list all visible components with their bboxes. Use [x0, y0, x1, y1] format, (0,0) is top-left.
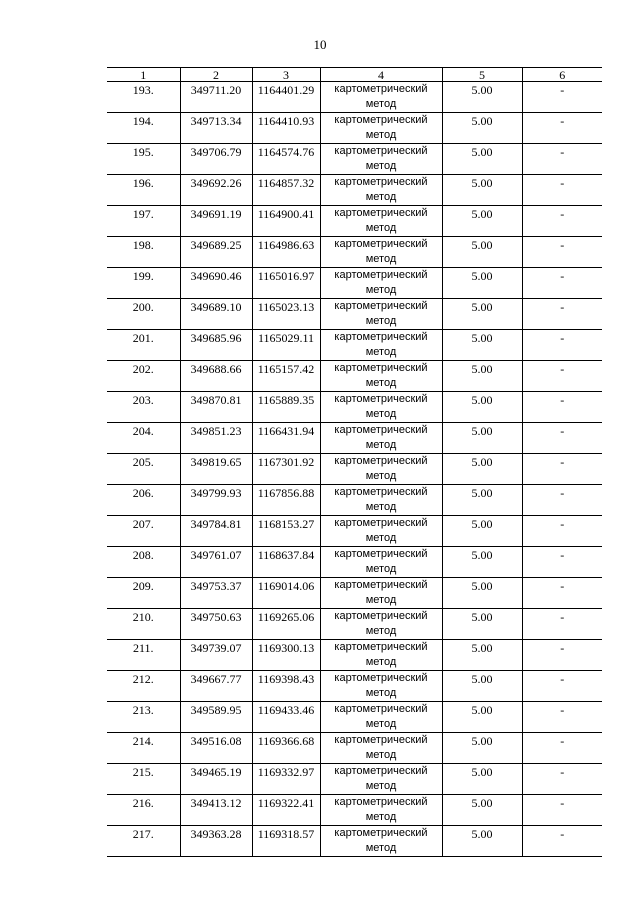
- method-cell: [320, 609, 442, 640]
- method-cell: [320, 423, 442, 454]
- table-row: [107, 702, 602, 733]
- accuracy-cell: 5.00: [442, 516, 522, 547]
- x-coordinate-cell: 349667.77: [180, 671, 252, 702]
- method-line-1: картометрический: [334, 424, 428, 436]
- method-cell: [320, 485, 442, 516]
- note-cell: -: [522, 454, 602, 485]
- method-line-1: картометрический: [334, 796, 428, 808]
- y-coordinate-cell: 1164900.41: [252, 206, 320, 237]
- method-line-2: метод: [365, 377, 397, 389]
- method-cell: [320, 671, 442, 702]
- y-coordinate-cell: 1164986.63: [252, 237, 320, 268]
- method-line-1: картометрический: [334, 455, 428, 467]
- table-row: [107, 826, 602, 857]
- method-cell: [320, 578, 442, 609]
- method-line-2: метод: [365, 470, 397, 482]
- note-cell: -: [522, 578, 602, 609]
- y-coordinate-cell: 1167856.88: [252, 485, 320, 516]
- table-row: [107, 113, 602, 144]
- y-coordinate-cell: 1169332.97: [252, 764, 320, 795]
- note-cell: -: [522, 547, 602, 578]
- point-number-cell: 195.: [107, 144, 180, 175]
- point-number-cell: 208.: [107, 547, 180, 578]
- x-coordinate-cell: 349685.96: [180, 330, 252, 361]
- method-line-1: картометрический: [334, 300, 428, 312]
- method-line-1: картометрический: [334, 827, 428, 839]
- point-number-cell: 193.: [107, 82, 180, 113]
- method-line-2: метод: [365, 811, 397, 823]
- accuracy-cell: 5.00: [442, 733, 522, 764]
- table-row: [107, 423, 602, 454]
- method-line-1: картометрический: [334, 176, 428, 188]
- table-row: [107, 361, 602, 392]
- x-coordinate-cell: 349689.25: [180, 237, 252, 268]
- y-coordinate-cell: 1165889.35: [252, 392, 320, 423]
- accuracy-cell: 5.00: [442, 392, 522, 423]
- method-cell: [320, 144, 442, 175]
- point-number-cell: 200.: [107, 299, 180, 330]
- method-line-2: метод: [365, 253, 397, 265]
- accuracy-cell: 5.00: [442, 361, 522, 392]
- point-number-cell: 202.: [107, 361, 180, 392]
- x-coordinate-cell: 349692.26: [180, 175, 252, 206]
- method-line-1: картометрический: [334, 331, 428, 343]
- point-number-cell: 215.: [107, 764, 180, 795]
- x-coordinate-cell: 349799.93: [180, 485, 252, 516]
- accuracy-cell: 5.00: [442, 82, 522, 113]
- y-coordinate-cell: 1165023.13: [252, 299, 320, 330]
- x-coordinate-cell: 349784.81: [180, 516, 252, 547]
- accuracy-cell: 5.00: [442, 826, 522, 857]
- note-cell: -: [522, 82, 602, 113]
- note-cell: -: [522, 113, 602, 144]
- method-line-2: метод: [365, 98, 397, 110]
- y-coordinate-cell: 1169322.41: [252, 795, 320, 826]
- note-cell: -: [522, 175, 602, 206]
- note-cell: -: [522, 826, 602, 857]
- note-cell: -: [522, 640, 602, 671]
- method-line-2: метод: [365, 129, 397, 141]
- method-cell: [320, 330, 442, 361]
- method-cell: [320, 361, 442, 392]
- accuracy-cell: 5.00: [442, 299, 522, 330]
- x-coordinate-cell: 349739.07: [180, 640, 252, 671]
- column-header: 2: [180, 68, 252, 82]
- point-number-cell: 205.: [107, 454, 180, 485]
- table-row: [107, 609, 602, 640]
- accuracy-cell: 5.00: [442, 764, 522, 795]
- point-number-cell: 211.: [107, 640, 180, 671]
- accuracy-cell: 5.00: [442, 578, 522, 609]
- method-line-1: картометрический: [334, 765, 428, 777]
- method-cell: [320, 206, 442, 237]
- accuracy-cell: 5.00: [442, 423, 522, 454]
- y-coordinate-cell: 1166431.94: [252, 423, 320, 454]
- accuracy-cell: 5.00: [442, 640, 522, 671]
- table-row: [107, 144, 602, 175]
- method-line-1: картометрический: [334, 734, 428, 746]
- method-line-1: картометрический: [334, 703, 428, 715]
- point-number-cell: 210.: [107, 609, 180, 640]
- table-row: [107, 330, 602, 361]
- note-cell: -: [522, 330, 602, 361]
- method-line-2: метод: [365, 191, 397, 203]
- point-number-cell: 213.: [107, 702, 180, 733]
- method-line-1: картометрический: [334, 486, 428, 498]
- table-row: [107, 516, 602, 547]
- method-line-2: метод: [365, 346, 397, 358]
- method-cell: [320, 237, 442, 268]
- point-number-cell: 207.: [107, 516, 180, 547]
- point-number-cell: 206.: [107, 485, 180, 516]
- method-line-2: метод: [365, 687, 397, 699]
- table-row: [107, 733, 602, 764]
- method-line-1: картометрический: [334, 393, 428, 405]
- x-coordinate-cell: 349589.95: [180, 702, 252, 733]
- method-cell: [320, 702, 442, 733]
- method-line-2: метод: [365, 315, 397, 327]
- note-cell: -: [522, 144, 602, 175]
- x-coordinate-cell: 349706.79: [180, 144, 252, 175]
- table-row: [107, 175, 602, 206]
- method-cell: [320, 299, 442, 330]
- method-cell: [320, 268, 442, 299]
- method-line-1: картометрический: [334, 641, 428, 653]
- table-row: [107, 454, 602, 485]
- table-row: [107, 268, 602, 299]
- note-cell: -: [522, 485, 602, 516]
- method-line-2: метод: [365, 532, 397, 544]
- method-cell: [320, 547, 442, 578]
- table-row: [107, 671, 602, 702]
- note-cell: -: [522, 702, 602, 733]
- column-header: 5: [442, 68, 522, 82]
- method-line-2: метод: [365, 563, 397, 575]
- method-line-2: метод: [365, 501, 397, 513]
- accuracy-cell: 5.00: [442, 795, 522, 826]
- method-line-2: метод: [365, 625, 397, 637]
- method-line-2: метод: [365, 160, 397, 172]
- method-line-2: метод: [365, 749, 397, 761]
- accuracy-cell: 5.00: [442, 609, 522, 640]
- accuracy-cell: 5.00: [442, 113, 522, 144]
- accuracy-cell: 5.00: [442, 237, 522, 268]
- column-header: 1: [107, 68, 180, 82]
- table-row: [107, 206, 602, 237]
- method-cell: [320, 454, 442, 485]
- method-cell: [320, 175, 442, 206]
- method-line-2: метод: [365, 284, 397, 296]
- x-coordinate-cell: 349753.37: [180, 578, 252, 609]
- y-coordinate-cell: 1169366.68: [252, 733, 320, 764]
- note-cell: -: [522, 795, 602, 826]
- method-line-1: картометрический: [334, 548, 428, 560]
- method-line-2: метод: [365, 222, 397, 234]
- point-number-cell: 201.: [107, 330, 180, 361]
- method-line-1: картометрический: [334, 362, 428, 374]
- x-coordinate-cell: 349689.10: [180, 299, 252, 330]
- column-header: 4: [320, 68, 442, 82]
- note-cell: -: [522, 733, 602, 764]
- x-coordinate-cell: 349516.08: [180, 733, 252, 764]
- method-line-2: метод: [365, 439, 397, 451]
- note-cell: -: [522, 392, 602, 423]
- y-coordinate-cell: 1169398.43: [252, 671, 320, 702]
- method-cell: [320, 113, 442, 144]
- y-coordinate-cell: 1169300.13: [252, 640, 320, 671]
- table-body: [107, 82, 602, 857]
- point-number-cell: 204.: [107, 423, 180, 454]
- table-row: [107, 764, 602, 795]
- x-coordinate-cell: 349691.19: [180, 206, 252, 237]
- y-coordinate-cell: 1164401.29: [252, 82, 320, 113]
- note-cell: -: [522, 764, 602, 795]
- table-row: [107, 82, 602, 113]
- table-row: [107, 237, 602, 268]
- method-line-2: метод: [365, 718, 397, 730]
- method-cell: [320, 82, 442, 113]
- x-coordinate-cell: 349713.34: [180, 113, 252, 144]
- accuracy-cell: 5.00: [442, 268, 522, 299]
- y-coordinate-cell: 1165157.42: [252, 361, 320, 392]
- y-coordinate-cell: 1164410.93: [252, 113, 320, 144]
- accuracy-cell: 5.00: [442, 175, 522, 206]
- point-number-cell: 212.: [107, 671, 180, 702]
- accuracy-cell: 5.00: [442, 144, 522, 175]
- table-row: [107, 485, 602, 516]
- point-number-cell: 216.: [107, 795, 180, 826]
- method-line-1: картометрический: [334, 114, 428, 126]
- y-coordinate-cell: 1167301.92: [252, 454, 320, 485]
- method-line-1: картометрический: [334, 207, 428, 219]
- point-number-cell: 196.: [107, 175, 180, 206]
- method-line-2: метод: [365, 780, 397, 792]
- point-number-cell: 194.: [107, 113, 180, 144]
- method-line-1: картометрический: [334, 145, 428, 157]
- table-row: [107, 547, 602, 578]
- x-coordinate-cell: 349870.81: [180, 392, 252, 423]
- method-cell: [320, 392, 442, 423]
- method-cell: [320, 733, 442, 764]
- x-coordinate-cell: 349819.65: [180, 454, 252, 485]
- table-row: [107, 795, 602, 826]
- point-number-cell: 197.: [107, 206, 180, 237]
- method-line-1: картометрический: [334, 517, 428, 529]
- accuracy-cell: 5.00: [442, 454, 522, 485]
- note-cell: -: [522, 361, 602, 392]
- y-coordinate-cell: 1168153.27: [252, 516, 320, 547]
- y-coordinate-cell: 1164857.32: [252, 175, 320, 206]
- method-line-2: метод: [365, 594, 397, 606]
- table-header-row: [107, 68, 602, 82]
- page-number: 10: [313, 37, 327, 52]
- y-coordinate-cell: 1169265.06: [252, 609, 320, 640]
- note-cell: -: [522, 671, 602, 702]
- method-cell: [320, 795, 442, 826]
- note-cell: -: [522, 206, 602, 237]
- table-row: [107, 299, 602, 330]
- x-coordinate-cell: 349363.28: [180, 826, 252, 857]
- x-coordinate-cell: 349750.63: [180, 609, 252, 640]
- x-coordinate-cell: 349413.12: [180, 795, 252, 826]
- table-row: [107, 578, 602, 609]
- note-cell: -: [522, 237, 602, 268]
- y-coordinate-cell: 1169433.46: [252, 702, 320, 733]
- method-line-1: картометрический: [334, 238, 428, 250]
- note-cell: -: [522, 423, 602, 454]
- x-coordinate-cell: 349711.20: [180, 82, 252, 113]
- accuracy-cell: 5.00: [442, 330, 522, 361]
- method-line-2: метод: [365, 408, 397, 420]
- method-line-2: метод: [365, 842, 397, 854]
- point-number-cell: 209.: [107, 578, 180, 609]
- method-line-1: картометрический: [334, 269, 428, 281]
- note-cell: -: [522, 516, 602, 547]
- x-coordinate-cell: 349465.19: [180, 764, 252, 795]
- point-number-cell: 214.: [107, 733, 180, 764]
- note-cell: -: [522, 299, 602, 330]
- column-header: 6: [522, 68, 602, 82]
- y-coordinate-cell: 1168637.84: [252, 547, 320, 578]
- accuracy-cell: 5.00: [442, 702, 522, 733]
- method-line-1: картометрический: [334, 610, 428, 622]
- y-coordinate-cell: 1165016.97: [252, 268, 320, 299]
- method-cell: [320, 764, 442, 795]
- method-cell: [320, 640, 442, 671]
- method-cell: [320, 516, 442, 547]
- note-cell: -: [522, 268, 602, 299]
- x-coordinate-cell: 349761.07: [180, 547, 252, 578]
- point-number-cell: 198.: [107, 237, 180, 268]
- y-coordinate-cell: 1169318.57: [252, 826, 320, 857]
- y-coordinate-cell: 1164574.76: [252, 144, 320, 175]
- table-row: [107, 640, 602, 671]
- point-number-cell: 217.: [107, 826, 180, 857]
- accuracy-cell: 5.00: [442, 485, 522, 516]
- point-number-cell: 203.: [107, 392, 180, 423]
- method-line-1: картометрический: [334, 672, 428, 684]
- method-cell: [320, 826, 442, 857]
- coordinates-table: [107, 67, 602, 857]
- accuracy-cell: 5.00: [442, 206, 522, 237]
- y-coordinate-cell: 1169014.06: [252, 578, 320, 609]
- point-number-cell: 199.: [107, 268, 180, 299]
- x-coordinate-cell: 349851.23: [180, 423, 252, 454]
- note-cell: -: [522, 609, 602, 640]
- accuracy-cell: 5.00: [442, 671, 522, 702]
- y-coordinate-cell: 1165029.11: [252, 330, 320, 361]
- x-coordinate-cell: 349690.46: [180, 268, 252, 299]
- x-coordinate-cell: 349688.66: [180, 361, 252, 392]
- accuracy-cell: 5.00: [442, 547, 522, 578]
- method-line-1: картометрический: [334, 83, 428, 95]
- table-row: [107, 392, 602, 423]
- method-line-1: картометрический: [334, 579, 428, 591]
- method-line-2: метод: [365, 656, 397, 668]
- column-header: 3: [252, 68, 320, 82]
